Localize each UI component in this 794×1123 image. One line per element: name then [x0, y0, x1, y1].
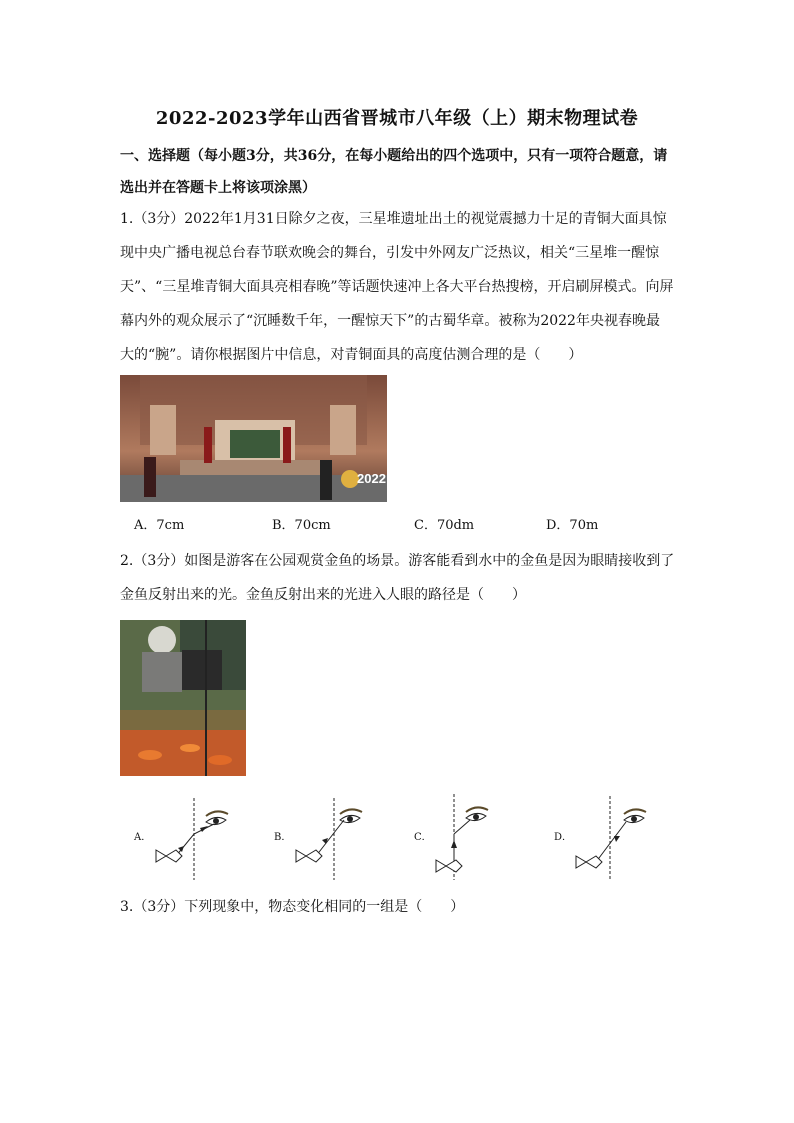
goldfish-viewing-photo [120, 620, 246, 776]
option-d[interactable]: D．70m [546, 518, 599, 533]
section-heading [120, 140, 680, 204]
section-heading-line1: 一、选择题（每小题3分，共36分，在每小题给出的四个选项中，只有一项符合题意，请 [120, 148, 668, 164]
question-3-text [120, 890, 680, 924]
spring-festival-stage-photo [120, 375, 387, 502]
question-line: 3.（3分）下列现象中，物态变化相同的一组是（ ） [120, 899, 465, 915]
option-a[interactable]: A．7cm [134, 518, 185, 533]
question-1-text [120, 202, 680, 372]
diagram-a[interactable] [120, 790, 250, 890]
photo-year-label: 2022 [357, 471, 386, 486]
light-path-diagrams [120, 790, 680, 890]
option-c[interactable]: C．70dm [414, 518, 475, 533]
question-line: 天”、“三星堆青铜大面具亮相春晚”等话题快速冲上各大平台热搜榜，开启刷屏模式。向屏 [120, 279, 674, 295]
option-b[interactable]: B．70cm [272, 518, 331, 533]
question-line: 幕内外的观众展示了“沉睡数千年，一醒惊天下”的古蜀华章。被称为2022年央视春晚最 [120, 313, 660, 329]
diagram-b-label: B． [274, 832, 292, 843]
question-line: 大的“腕”。请你根据图片中信息，对青铜面具的高度估测合理的是（ ） [120, 347, 583, 363]
question-line: 2.（3分）如图是游客在公园观赏金鱼的场景。游客能看到水中的金鱼是因为眼睛接收到了 [120, 553, 675, 569]
diagram-a-label: A． [134, 832, 152, 843]
diagram-c[interactable] [400, 790, 530, 890]
section-heading-line2: 选出并在答题卡上将该项涂黑） [120, 180, 316, 196]
question-line: 金鱼反射出来的光。金鱼反射出来的光进入人眼的路径是（ ） [120, 587, 526, 603]
diagram-b[interactable] [260, 790, 390, 890]
question-2-text [120, 544, 680, 612]
page-title: 2022-2023学年山西省晋城市八年级（上）期末物理试卷 [155, 108, 639, 129]
question-line: 现中央广播电视总台春节联欢晚会的舞台，引发中外网友广泛热议，相关“三星堆一醒惊 [120, 245, 660, 261]
diagram-d[interactable] [540, 790, 670, 890]
diagram-d-label: D． [554, 832, 573, 843]
question-line: 1.（3分）2022年1月31日除夕之夜，三星堆遗址出土的视觉震撼力十足的青铜大面具惊 [120, 211, 667, 227]
diagram-c-label: C． [414, 832, 432, 843]
